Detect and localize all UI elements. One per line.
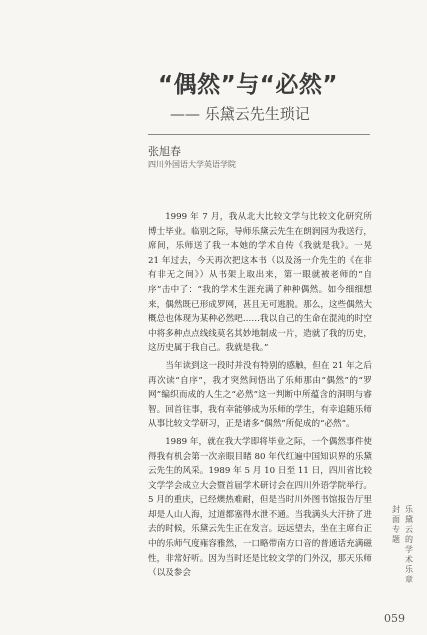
article-body [148, 210, 372, 584]
section-topic-label: 乐黛云的学术乐章 [405, 505, 413, 584]
body-paragraph: 当年读到这一段时并没有特别的感触，但在 21 年之后再次读“自序”，我才突然间悟出了乐师那由“偶然”的“罗网”编织而成的人生之“必然”这一判断中所蕴含的洞明与睿智。回首往事，我有幸能够成为乐师的学生，有幸追随乐师从事比较文学研习，正是诸多“偶然”所促成的“必然”。 [148, 360, 372, 430]
section-sidebar [391, 505, 415, 615]
body-paragraph: 1989 年，就在我大学即将毕业之际，一个偶然事件使得我有机会第一次亲眼目睹 80 年代红遍中国知识界的乐黛云先生的风采。1989 年 5 月 10 日至 11 日，四川省比较文学学会成立大会暨首届学术研讨会在四川外语学院举行。5 月的重庆，已经燠热难耐，但是当时川外图书馆报告厅里却是人山人海，过道都塞得水泄不通。当我满头大汗挤了进去的时候，乐黛云先生正在发言。远远望去，坐在主席台正中的乐师气度雍容雅然，一口略带南方口音的普通话充满磁性，非常好听。因为当时还是比较文学的门外汉，那天乐师（以及参会 [148, 436, 372, 579]
author-affiliation: 四川外国语大学英语学院 [148, 160, 236, 169]
title-divider [148, 134, 370, 135]
article-title: “偶然”与“必然” [158, 72, 338, 98]
page-number: 059 [384, 612, 405, 625]
author-name: 张旭春 [148, 145, 181, 158]
section-column-label: 封面专题 [392, 505, 400, 544]
body-paragraph: 1999 年 7 月，我从北大比较文学与比较文化研究所博士毕业。临别之际，导师乐黛云先生在朗润园为我送行，席间，乐师送了我一本她的学术自传《我就是我》。一晃 21 年过去，今天再次把这本书（以及汤一介先生的《在非有非无之间》）从书架上取出来，第一眼就被老师的“自序”击中了：“我的学术生涯充满了种种偶然。如今细细想来，偶然既已形成罗网，甚且无可逃脱。那么，这些偶然大概总也体现为某种必然吧……我以自己的生命在混沌的时空中将多种点点线线莫名其妙地制成一片，造就了我的历史，这历史属于我自己。我就是我。” [148, 212, 372, 354]
article-subtitle: —— 乐黛云先生琐记 [170, 105, 310, 123]
